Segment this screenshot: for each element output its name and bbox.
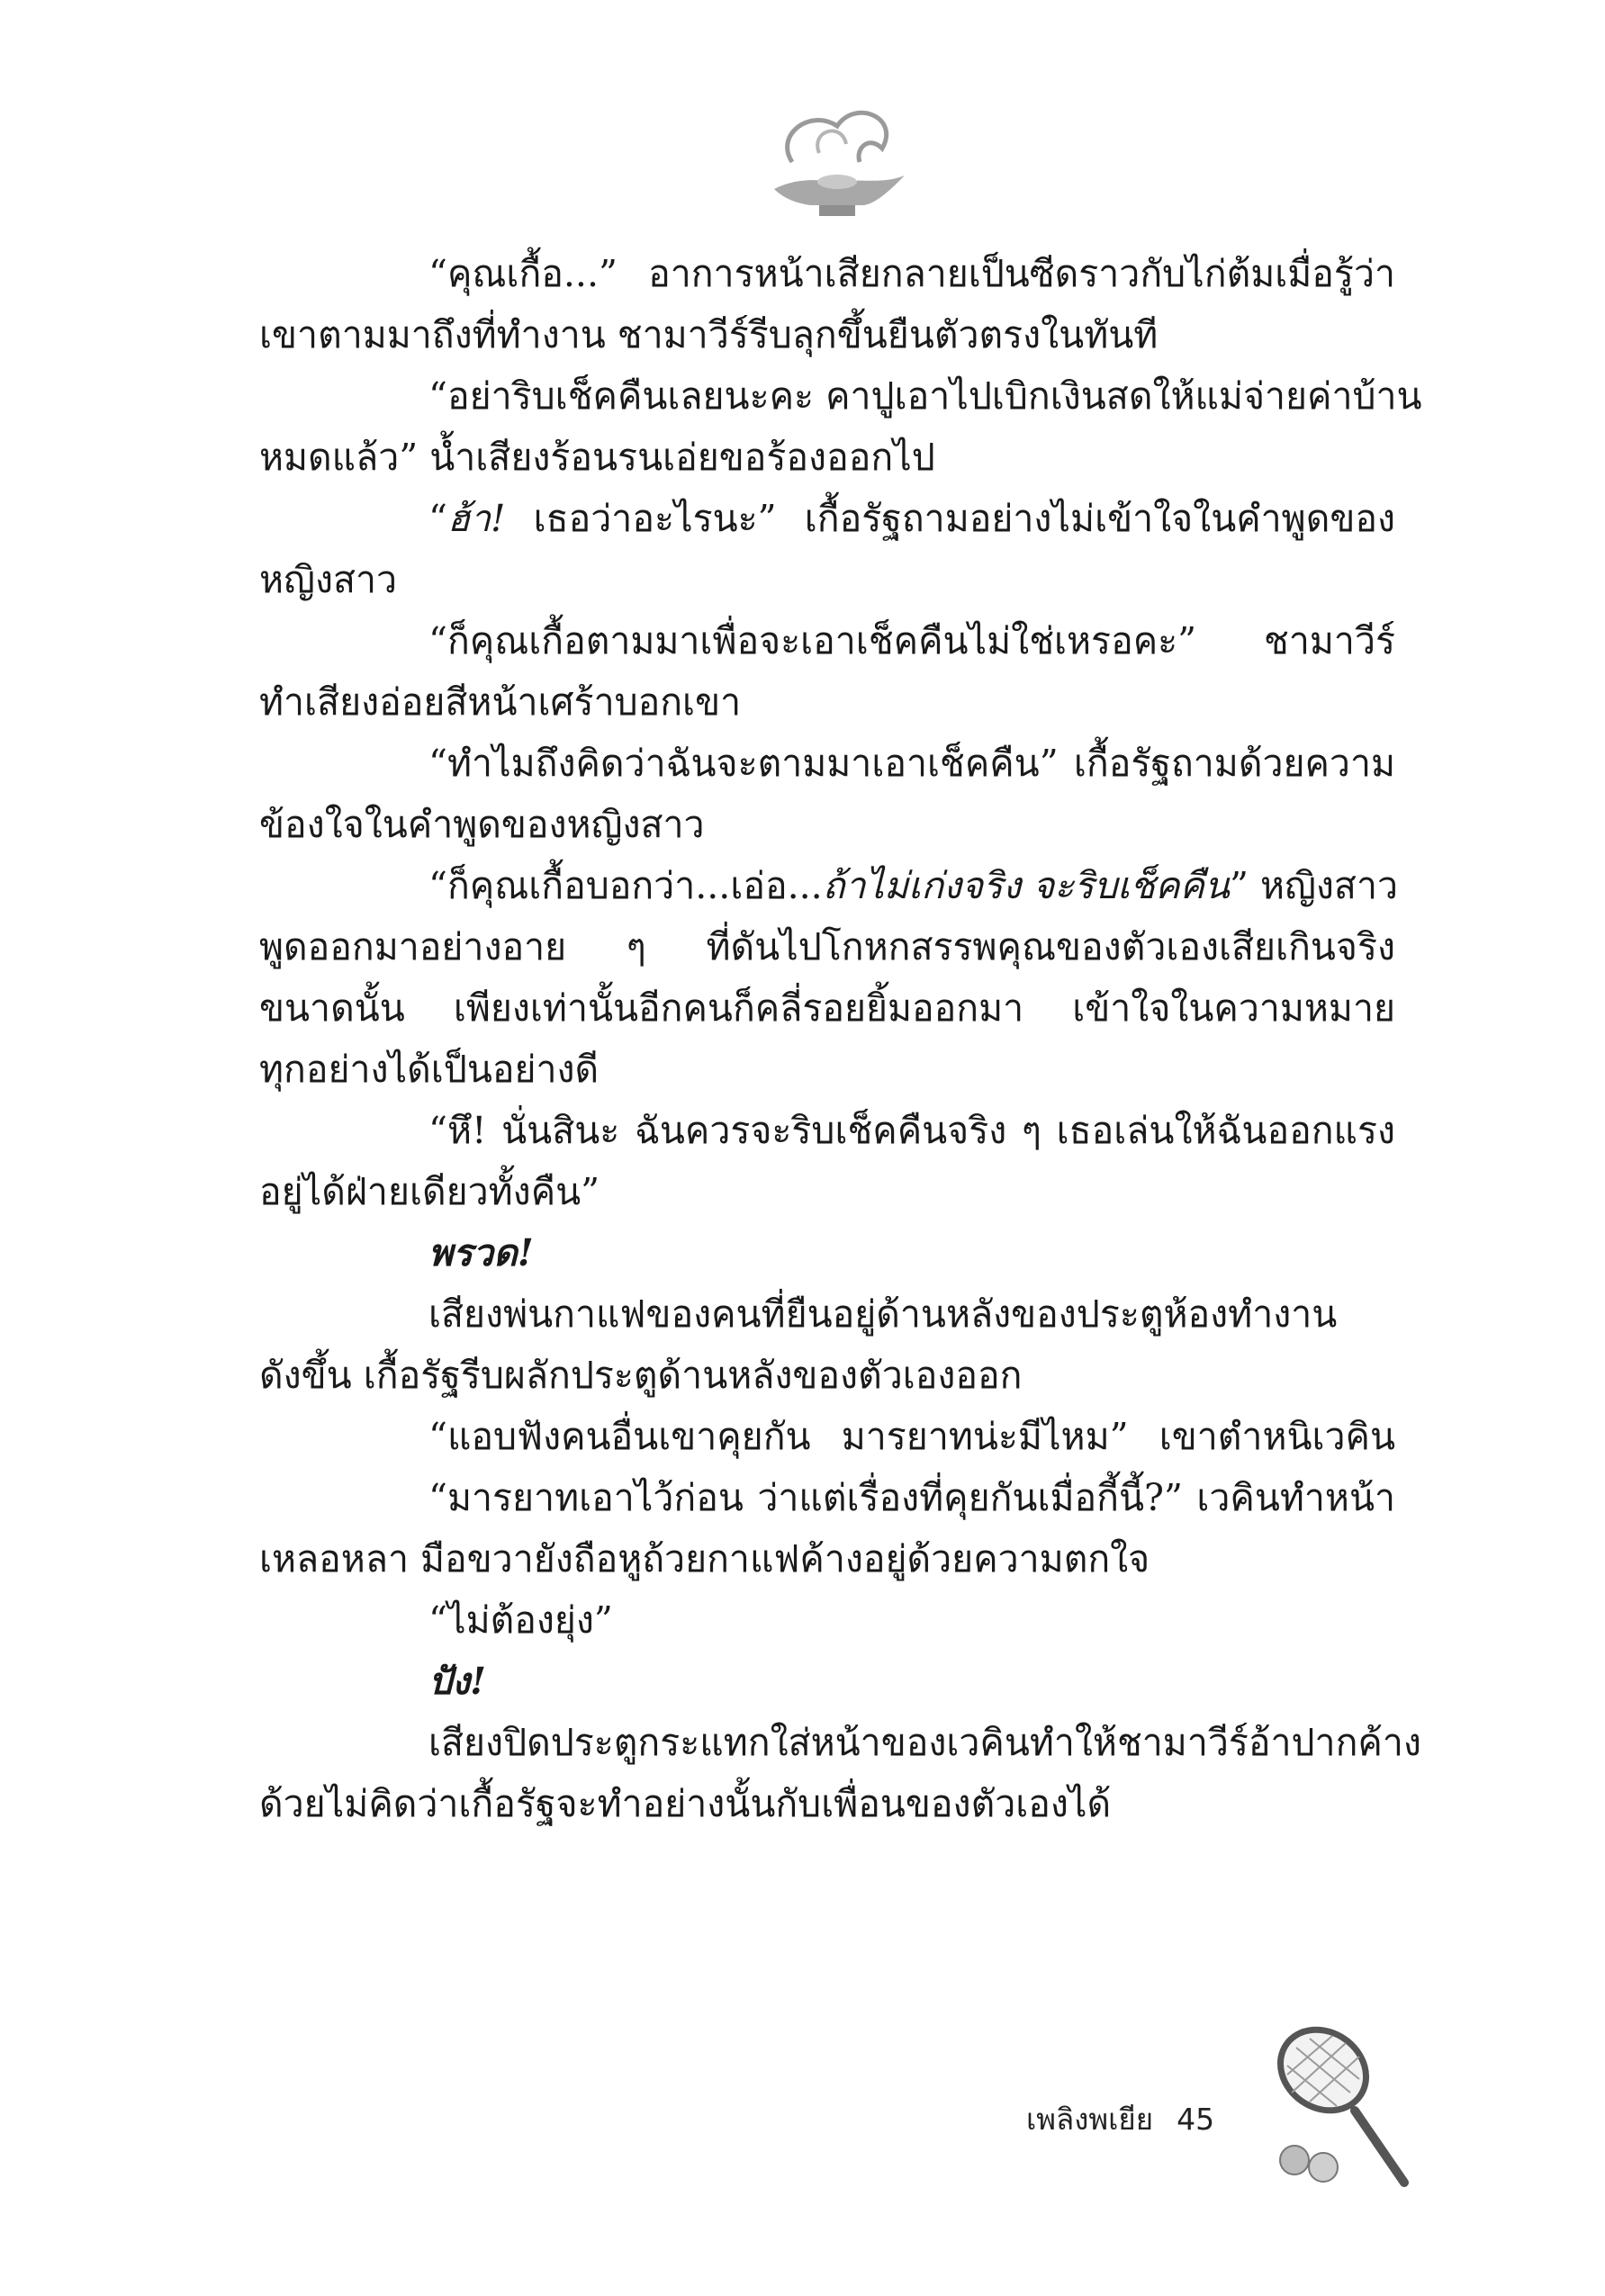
text-line: เสียงพ่นกาแฟของคนที่ยืนอยู่ด้านหลังของประตูห้องทำงาน	[428, 1292, 1338, 1336]
text-line: ปัง!	[428, 1660, 487, 1703]
text-line	[259, 855, 1398, 916]
text-line: “มารยาทเอาไว้ก่อน ว่าแต่เรื่องที่คุยกันเมื่อกี้นี้?” เวคินทำหน้า	[428, 1476, 1395, 1519]
text-line: ทุกอย่างได้เป็นอย่างดี	[259, 1048, 600, 1091]
book-title: เพลิงพเยีย	[1026, 2102, 1154, 2137]
text-line: พรวด!	[428, 1231, 534, 1274]
text-line: “ทำไมถึงคิดว่าฉันจะตามมาเอาเช็คคืน” เกื้อรัฐถามด้วยความ	[428, 742, 1395, 785]
text-line: “แอบฟังคนอื่นเขาคุยกัน มารยาทน่ะมีไหม” เขาตำหนิเวคิน	[428, 1415, 1395, 1458]
text-run: ฮ้า!	[446, 497, 506, 540]
text-line: ด้วยไม่คิดว่าเกื้อรัฐจะทำอย่างนั้นกับเพื่อนของตัวเองได้	[259, 1782, 1112, 1825]
text-run: เธอว่าอะไรนะ” เกื้อรัฐถามอย่างไม่เข้าใจในคำพูดของ	[505, 497, 1395, 540]
text-line: ขนาดนั้น เพียงเท่านั้นอีกคนก็คลี่รอยยิ้มออกมา เข้าใจในความหมาย	[259, 986, 1395, 1030]
text-line: ทำเสียงอ่อยสีหน้าเศร้าบอกเขา	[259, 680, 742, 724]
text-line: “หึ! นั่นสินะ ฉันควรจะริบเช็คคืนจริง ๆ เธอเล่นให้ฉันออกแรง	[428, 1109, 1395, 1152]
text-line: หญิงสาว	[259, 558, 398, 601]
tennis-racket-icon	[1260, 2016, 1413, 2196]
text-line: หมดแล้ว” น้ำเสียงร้อนรนเอ่ยขอร้องออกไป	[259, 436, 935, 479]
text-line: เขาตามมาถึงที่ทำงาน ชามาวีร์รีบลุกขึ้นยืนตัวตรงในทันที	[259, 313, 1159, 356]
page-footer	[1026, 2093, 1238, 2147]
page-number: 45	[1177, 2102, 1215, 2137]
magic-lamp-ornament-icon	[756, 99, 918, 234]
text-line: เหลอหลา มือขวายังถือหูถ้วยกาแฟค้างอยู่ด้วยความตกใจ	[259, 1537, 1150, 1580]
text-line: เสียงปิดประตูกระแทกใส่หน้าของเวคินทำให้ชามาวีร์อ้าปากค้าง	[428, 1721, 1421, 1764]
body-text	[259, 243, 1422, 1834]
text-run: “ก็คุณเกื้อบอกว่า...เอ่อ...	[428, 864, 823, 907]
text-line: ข้องใจในคำพูดของหญิงสาว	[259, 803, 705, 846]
text-line	[259, 488, 1395, 549]
text-line: “อย่าริบเช็คคืนเลยนะคะ คาปูเอาไปเบิกเงินสดให้แม่จ่ายค่าบ้าน	[428, 374, 1422, 418]
text-run: ถ้าไม่เก่งจริง จะริบเช็คคืน	[822, 864, 1230, 907]
text-line: พูดออกมาอย่างอาย ๆ ที่ดันไปโกหกสรรพคุณของตัวเองเสียเกินจริง	[259, 925, 1395, 968]
text-line: “ไม่ต้องยุ่ง”	[428, 1598, 613, 1642]
text-line: อยู่ได้ฝ่ายเดียวทั้งคืน”	[259, 1170, 600, 1213]
text-run: “	[428, 497, 447, 540]
text-run: ” หญิงสาว	[1229, 864, 1398, 907]
text-line: “ก็คุณเกื้อตามมาเพื่อจะเอาเช็คคืนไม่ใช่เหรอคะ” ชามาวีร์	[428, 619, 1395, 662]
text-line: “คุณเกื้อ...” อาการหน้าเสียกลายเป็นซีดราวกับไก่ต้มเมื่อรู้ว่า	[428, 252, 1395, 295]
text-line: ดังขึ้น เกื้อรัฐรีบผลักประตูด้านหลังของตัวเองออก	[259, 1354, 1023, 1397]
